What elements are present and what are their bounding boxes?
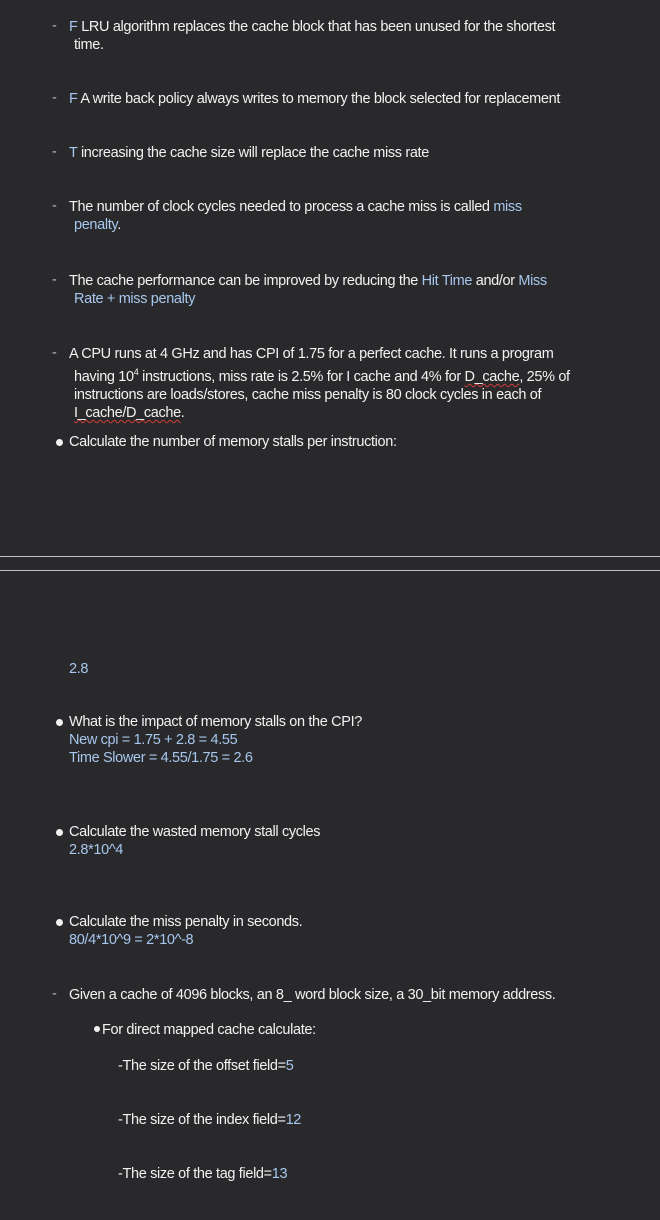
fill-statement: The cache performance can be improved by reducing the <box>69 273 422 289</box>
field-label: -The size of the offset field= <box>118 1058 286 1074</box>
field-value: 5 <box>285 1058 294 1074</box>
punctuation: . <box>180 404 185 421</box>
fill-connector: and/or <box>472 273 519 289</box>
bullet-dot <box>56 439 63 446</box>
q4-answer: 80/4*10^9 = 2*10^-8 <box>69 932 194 948</box>
fill-answer: miss <box>493 199 522 215</box>
q1-question: Calculate the number of memory stalls per instruction: <box>69 434 397 450</box>
tf-statement: increasing the cache size will replace the cache miss rate <box>80 145 429 161</box>
bullet-dot <box>56 829 63 836</box>
tf-statement-cont: time. <box>74 37 104 53</box>
q2-question: What is the impact of memory stalls on the CPI? <box>69 714 362 730</box>
q3-block <box>69 823 320 859</box>
fill-answer-a: Hit Time <box>421 273 473 289</box>
spellcheck-word: I_cache/D_cache <box>74 404 181 421</box>
field-label: -The size of the index field= <box>118 1112 286 1128</box>
list-dash: - <box>52 198 57 214</box>
problem-line: A CPU runs at 4 GHz and has CPI of 1.75 for a perfect cache. It runs a program <box>69 346 554 362</box>
index-field-row <box>118 1111 301 1129</box>
tf-answer-mark: T <box>69 145 78 161</box>
fill-answer-b-cont: Rate + miss penalty <box>74 291 196 307</box>
tf-statement: LRU algorithm replaces the cache block that has been unused for the shortest <box>81 19 556 35</box>
list-dash: - <box>52 144 57 160</box>
fill-answer-cont: penalty <box>74 217 118 233</box>
spellcheck-word: D_cache <box>464 368 520 385</box>
punctuation: . <box>117 217 121 233</box>
list-dash: - <box>52 345 57 361</box>
field-value: 12 <box>285 1112 302 1128</box>
bullet-dot <box>94 1026 100 1032</box>
bullet-dot <box>56 919 63 926</box>
fill-statement: The number of clock cycles needed to process a cache miss is called <box>69 199 494 215</box>
problem-line <box>69 369 570 385</box>
q2-answer-2: Time Slower = 4.55/1.75 = 2.6 <box>69 750 253 766</box>
offset-field-row <box>118 1057 293 1075</box>
cache-subheading <box>94 1021 316 1039</box>
field-value: 13 <box>271 1166 288 1182</box>
cache-intro: Given a cache of 4096 blocks, an 8_ word block size, a 30_bit memory address. <box>69 987 556 1003</box>
fill-answer-b: Miss <box>518 273 547 289</box>
divider <box>0 570 660 571</box>
exponent: 4 <box>133 367 139 377</box>
problem-text: , 25% of <box>519 368 570 385</box>
tf-answer-mark: F <box>69 91 78 107</box>
tf-statement: A write back policy always writes to memory the block selected for replacement <box>80 91 561 107</box>
q3-answer: 2.8*10^4 <box>69 842 123 858</box>
q2-block <box>69 713 362 767</box>
tf-answer-mark: F <box>69 19 78 35</box>
list-dash: - <box>52 272 57 288</box>
bullet-dot <box>56 719 63 726</box>
problem-line: instructions are loads/stores, cache miss penalty is 80 clock cycles in each of <box>74 386 542 403</box>
problem-text: instructions, miss rate is 2.5% for I cache and 4% for <box>138 368 465 385</box>
q1-answer: 2.8 <box>69 661 89 677</box>
field-label: -The size of the tag field= <box>118 1166 272 1182</box>
list-dash: - <box>52 986 57 1002</box>
q2-answer-1: New cpi = 1.75 + 2.8 = 4.55 <box>69 732 238 748</box>
q3-question: Calculate the wasted memory stall cycles <box>69 824 321 840</box>
problem-text: having 10 <box>74 368 134 385</box>
divider <box>0 556 660 557</box>
problem-line <box>69 405 184 421</box>
q4-block <box>69 913 302 949</box>
list-dash: - <box>52 18 57 34</box>
q4-question: Calculate the miss penalty in seconds. <box>69 914 303 930</box>
tag-field-row <box>118 1165 287 1183</box>
list-dash: - <box>52 90 57 106</box>
subheading-text: For direct mapped cache calculate: <box>102 1022 316 1038</box>
